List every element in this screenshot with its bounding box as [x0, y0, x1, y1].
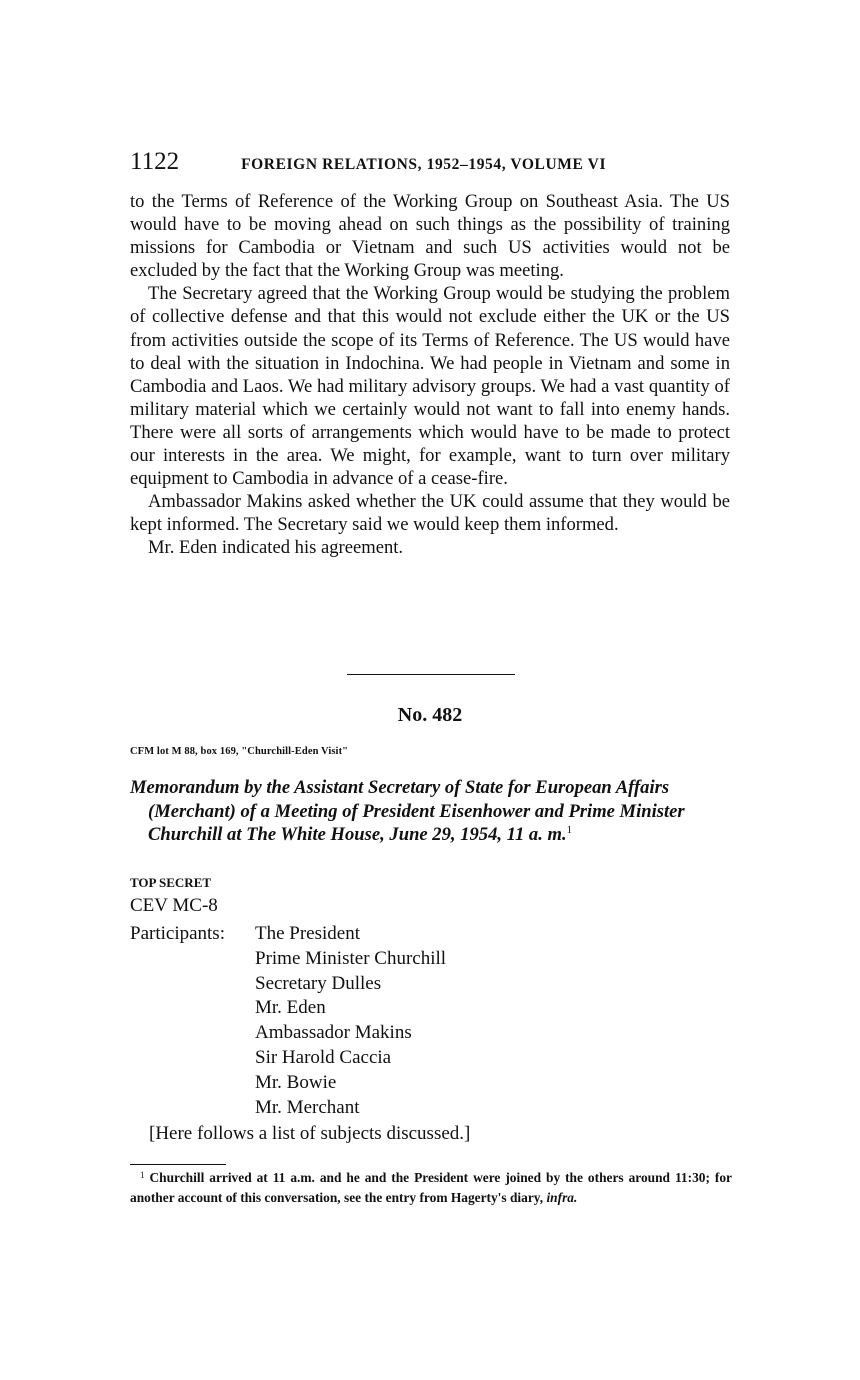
- paragraph: Mr. Eden indicated his agreement.: [148, 537, 404, 559]
- running-head: [130, 148, 730, 176]
- paragraph: Ambassador Makins asked whether the UK could assume that they would be kept informed. The Secretary said we would keep them informed.: [130, 491, 730, 536]
- document-number: No. 482: [397, 704, 463, 726]
- document-title-text: Memorandum by the Assistant Secretary of State for European Affairs (Merchant) of a Meeting of President Eisenhower and Prime Minister Churchill at The White House, June 29, 1954, 11 a. m.: [130, 777, 685, 845]
- footnote: [130, 1168, 732, 1208]
- participant: Sir Harold Caccia: [255, 1046, 392, 1068]
- footnote-marker: 1: [140, 1170, 145, 1180]
- footnote-text: Churchill arrived at 11 a.m. and he and the President were joined by the others around 11:30; for another account of this conversation, see the entry from Hagerty's diary,: [130, 1170, 732, 1205]
- previous-document-text: [130, 190, 730, 560]
- participant: Mr. Merchant: [255, 1096, 360, 1118]
- participants-label: Participants:: [130, 923, 225, 944]
- section-divider: [347, 674, 515, 675]
- paragraph: to the Terms of Reference of the Working Group on Southeast Asia. The US would have to be moving ahead on such things as the possibility of training missions for Cambodia or Vietnam and such US activities would not be excluded by the fact that the Working Group was meeting.: [130, 191, 730, 282]
- participant: Prime Minister Churchill: [255, 947, 447, 969]
- participant: Mr. Bowie: [255, 1071, 337, 1093]
- volume-header-title: FOREIGN RELATIONS, 1952–1954, VOLUME VI: [241, 156, 607, 173]
- participant: Ambassador Makins: [255, 1022, 412, 1044]
- participant: Secretary Dulles: [255, 972, 382, 994]
- participant: Mr. Eden: [255, 997, 326, 1019]
- document-title: [130, 776, 748, 847]
- footnote-divider: [130, 1164, 226, 1165]
- participant: The President: [255, 923, 361, 944]
- source-note: CFM lot M 88, box 169, "Churchill-Eden Visit": [130, 746, 349, 757]
- editorial-note: [Here follows a list of subjects discussed.]: [149, 1123, 471, 1144]
- participants-list: [255, 922, 446, 1120]
- page-number: 1122: [130, 148, 180, 175]
- classification-label: TOP SECRET: [130, 875, 212, 890]
- document-code: CEV MC-8: [130, 895, 218, 916]
- footnote-italic-text: infra.: [546, 1190, 578, 1205]
- footnote-reference: 1: [566, 824, 573, 836]
- paragraph: The Secretary agreed that the Working Group would be studying the problem of collective defense and that this would not exclude either the UK or the US from activities outside the scope of its Terms of Reference. The US would have to deal with the situation in Indochina. We had people in Vietnam and some in Cambodia and Laos. We had military advisory groups. We had a vast quantity of military material which we certainly would not want to fall into enemy hands. There were all sorts of arrangements which would have to be made to protect our interests in the area. We might, for example, want to turn over military equipment to Cambodia in advance of a cease-fire.: [130, 283, 730, 490]
